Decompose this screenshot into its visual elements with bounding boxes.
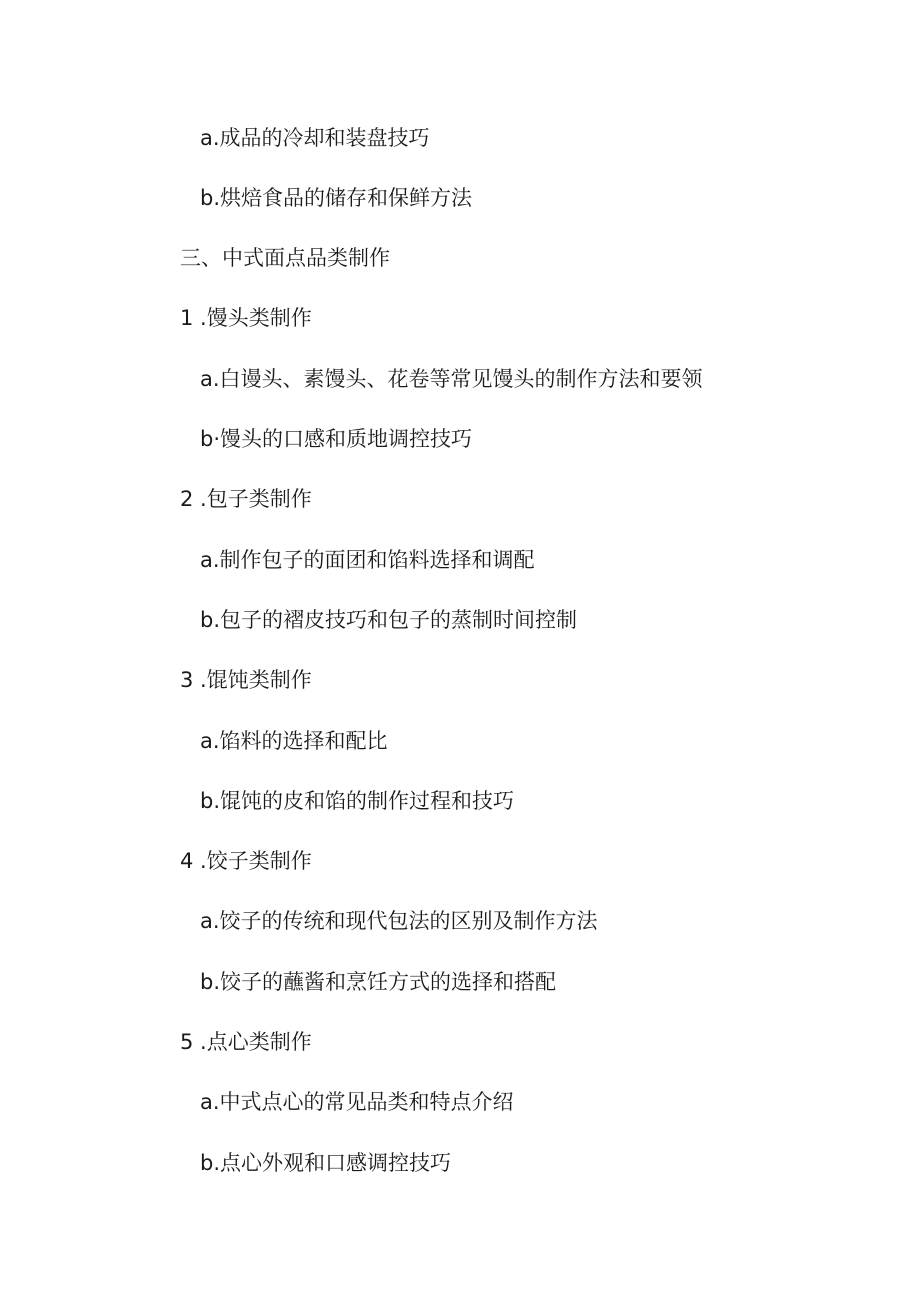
sub-item-text: b.饺子的蘸酱和烹饪方式的选择和搭配 [200, 970, 557, 994]
sub-item-text: b.馄饨的皮和馅的制作过程和技巧 [200, 789, 515, 813]
sub-item-text: a.馅料的选择和配比 [200, 729, 388, 753]
sub-item-text: b·馒头的口感和质地调控技巧 [200, 427, 473, 451]
sub-item-text: a.成品的冷却和装盘技巧 [200, 126, 430, 150]
sub-item-text: b.烘焙食品的储存和保鲜方法 [200, 186, 473, 210]
sub-item-text: a.白谩头、素馒头、花卷等常见馒头的制作方法和要领 [200, 367, 703, 391]
numbered-item-heading: 3 .馄饨类制作 [180, 668, 312, 692]
numbered-item-heading: 1 .馒头类制作 [180, 306, 312, 330]
sub-item-text: a.制作包子的面团和馅料选择和调配 [200, 548, 535, 572]
numbered-item-heading: 2 .包子类制作 [180, 487, 312, 511]
sub-item-text: a.饺子的传统和现代包法的区别及制作方法 [200, 909, 598, 933]
numbered-item-heading: 4 .饺子类制作 [180, 849, 312, 873]
sub-item-text: b.点心外观和口感调控技巧 [200, 1151, 452, 1175]
numbered-item-heading: 5 .点心类制作 [180, 1030, 312, 1054]
sub-item-text: a.中式点心的常见品类和特点介绍 [200, 1090, 514, 1114]
sub-item-text: b.包子的褶皮技巧和包子的蒸制时间控制 [200, 608, 578, 632]
section-heading: 三、中式面点品类制作 [180, 246, 390, 270]
